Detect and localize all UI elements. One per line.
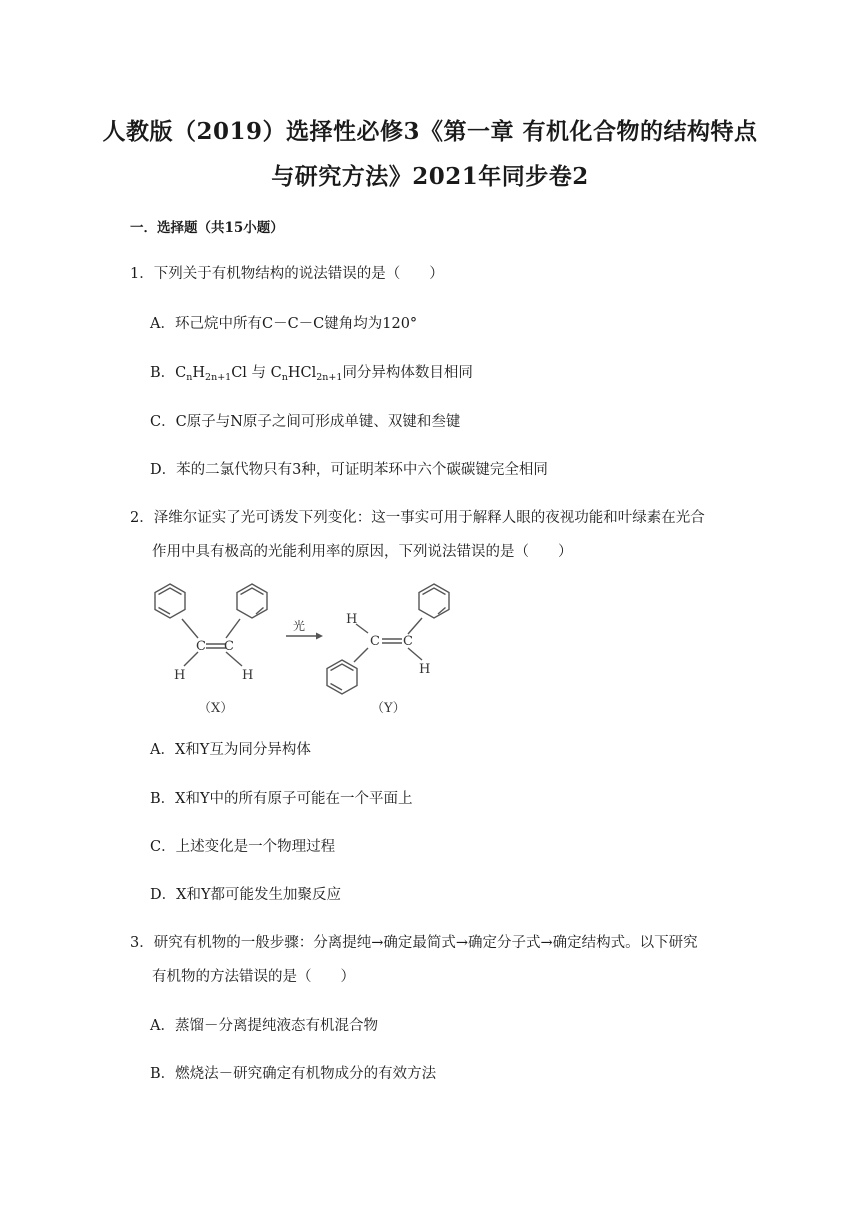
question-2-stem-line-2: 作用中具有极高的光能利用率的原因，下列说法错误的是（ ） [152,544,573,560]
arrow-label: 光 [293,619,306,633]
benzene-ring-x-right [237,584,267,618]
question-1-option-c: C．C原子与N原子之间可形成单键、双键和叁键 [150,414,461,430]
benzene-ring-y-top [419,584,449,618]
question-2-stem-line-1: 2．泽维尔证实了光可诱发下列变化：这一事实可用于解释人眼的夜视功能和叶绿素在光合 [130,510,705,526]
question-1-option-a: A．环己烷中所有C－C－C键角均为120° [150,316,418,332]
question-2-option-b: B．X和Y中的所有原子可能在一个平面上 [150,791,413,807]
atom-h-y-bottom: H [419,662,431,677]
benzene-ring-y-bottom [327,660,357,694]
document-title-line-1: 人教版（2019）选择性必修3《第一章 有机化合物的结构特点 [102,118,758,145]
question-2-option-a: A．X和Y互为同分异构体 [150,742,311,758]
benzene-ring-x-left [155,584,185,618]
atom-h-y-top: H [346,612,358,627]
atom-c-x-right: C [224,639,234,654]
document-title-line-2: 与研究方法》2021年同步卷2 [271,163,589,190]
atom-c-x-left: C [196,639,206,654]
atom-c-y-left: C [370,634,380,649]
question-1-option-b: B．$C_nH_{2n+1}Cl$ 与 $C_nHCl_{2n+1}$同分异构体数目相同 [150,365,473,383]
question-3-stem-line-2: 有机物的方法错误的是（ ） [152,969,355,985]
atom-h-x-left: H [174,668,186,683]
question-3-stem-line-1: 3．研究有机物的一般步骤：分离提纯→确定最简式→确定分子式→确定结构式。以下研究 [130,935,698,951]
question-1-option-d: D．苯的二氯代物只有3种，可证明苯环中六个碳碳键完全相同 [150,462,548,478]
question-3-option-b: B．燃烧法－研究确定有机物成分的有效方法 [150,1066,437,1082]
stilbene-isomerization-diagram [146,578,476,726]
question-2-option-d: D．X和Y都可能发生加聚反应 [150,887,342,903]
question-1-stem: 1．下列关于有机物结构的说法错误的是（ ） [130,266,444,282]
atom-h-x-right: H [242,668,254,683]
question-2-option-c: C．上述变化是一个物理过程 [150,839,336,855]
compound-label-y: （Y） [371,701,406,716]
question-3-option-a: A．蒸馏－分离提纯液态有机混合物 [150,1018,378,1034]
section-heading: 一．选择题（共15小题） [130,220,284,236]
compound-label-x: （X） [198,701,234,716]
atom-c-y-right: C [403,634,413,649]
reaction-arrow-head [316,633,323,640]
